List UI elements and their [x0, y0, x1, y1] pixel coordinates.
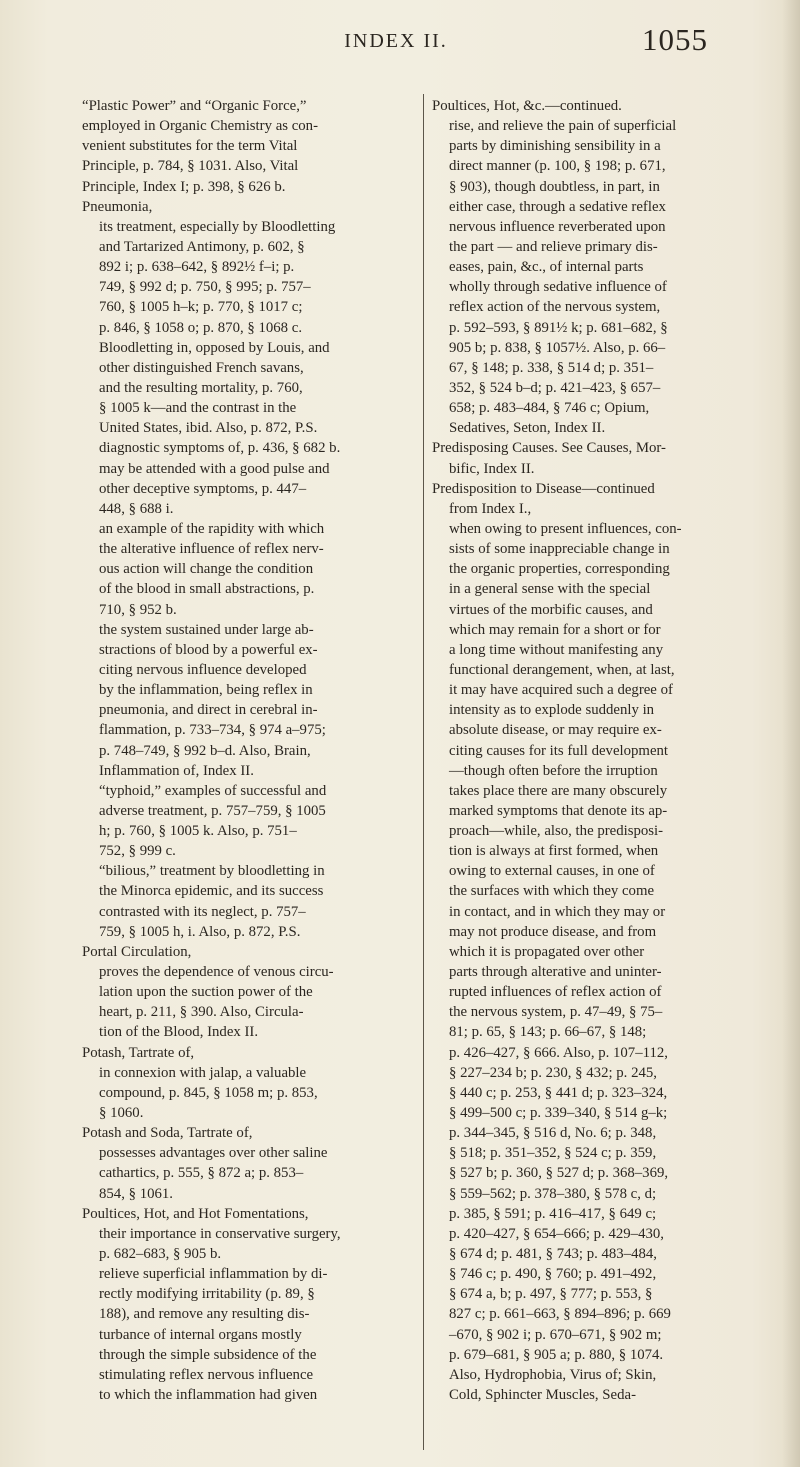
index-line: their importance in conservative surgery, [99, 1225, 341, 1242]
index-line: p. 426–427, § 666. Also, p. 107–112, [449, 1044, 668, 1061]
index-line: venient substitutes for the term Vital [82, 138, 298, 155]
index-line: § 903), though doubtless, in part, in [449, 178, 660, 195]
index-line: Potash, Tartrate of, [82, 1044, 195, 1061]
index-line: the part — and relieve primary dis- [449, 238, 658, 255]
index-line: –670, § 902 i; p. 670–671, § 902 m; [449, 1326, 662, 1343]
index-line: and the resulting mortality, p. 760, [99, 379, 303, 396]
index-line: 760, § 1005 h–k; p. 770, § 1017 c; [99, 299, 303, 316]
index-line: 854, § 1061. [99, 1185, 173, 1202]
index-line: marked symptoms that denote its ap- [449, 802, 668, 819]
index-line: it may have acquired such a degree of [449, 682, 673, 699]
index-line: either case, through a sedative reflex [449, 198, 666, 215]
index-line: in contact, and in which they may or [449, 903, 666, 920]
index-line: p. 679–681, § 905 a; p. 880, § 1074. [449, 1346, 664, 1363]
index-line: 752, § 999 c. [99, 843, 176, 860]
index-line: the system sustained under large ab- [99, 621, 314, 638]
index-line: takes place there are many obscurely [449, 782, 668, 799]
index-line: stractions of blood by a powerful ex- [99, 641, 318, 658]
index-line: § 559–562; p. 378–380, § 578 c, d; [449, 1185, 657, 1202]
index-line: rupted influences of reflex action of [449, 984, 662, 1001]
index-line: reflex action of the nervous system, [449, 299, 661, 316]
index-line: by the inflammation, being reflex in [99, 682, 313, 699]
index-line: when owing to present influences, con- [449, 520, 682, 537]
index-line: citing nervous influence developed [99, 661, 307, 678]
index-line: 658; p. 483–484, § 746 c; Opium, [449, 400, 650, 417]
running-title: INDEX II. [344, 30, 448, 52]
index-line: employed in Organic Chemistry as con- [82, 118, 319, 135]
index-line: § 518; p. 351–352, § 524 c; p. 359, [449, 1145, 657, 1162]
index-line: may not produce disease, and from [449, 923, 657, 940]
index-line: functional derangement, when, at last, [449, 661, 675, 678]
index-line: to which the inflammation had given [99, 1387, 318, 1403]
index-line: wholly through sedative influence of [449, 279, 667, 296]
index-line: Poultices, Hot, and Hot Fomentations, [82, 1205, 309, 1222]
index-line: 448, § 688 i. [99, 500, 174, 517]
index-line: 710, § 952 b. [99, 601, 177, 618]
index-line: h; p. 760, § 1005 k. Also, p. 751– [99, 823, 297, 840]
index-line: possesses advantages over other saline [99, 1145, 328, 1162]
index-line: p. 344–345, § 516 d, No. 6; p. 348, [449, 1125, 657, 1142]
index-line: in connexion with jalap, a valuable [99, 1064, 307, 1081]
index-line: 827 c; p. 661–663, § 894–896; p. 669 [449, 1306, 671, 1323]
index-line: 892 i; p. 638–642, § 892½ f–i; p. [99, 259, 295, 276]
index-line: p. 420–427, § 654–666; p. 429–430, [449, 1225, 664, 1242]
index-line: “bilious,” treatment by bloodletting in [99, 863, 325, 880]
index-line: proach—while, also, the predisposi- [449, 823, 664, 840]
index-line: Predisposition to Disease—continued [432, 480, 655, 497]
index-line: in a general sense with the special [449, 581, 651, 598]
index-line: stimulating reflex nervous influence [99, 1366, 314, 1383]
index-line: Predisposing Causes. See Causes, Mor- [432, 440, 666, 457]
index-line: p. 682–683, § 905 b. [99, 1246, 222, 1263]
index-line: tion is always at first formed, when [449, 843, 659, 860]
index-line: eases, pain, &c., of internal parts [449, 259, 644, 276]
column-divider [423, 94, 424, 1450]
index-line: the organic properties, corresponding [449, 561, 670, 578]
index-line: other deceptive symptoms, p. 447– [99, 480, 307, 497]
index-line: “typhoid,” examples of successful and [99, 782, 327, 799]
index-line: Also, Hydrophobia, Virus of; Skin, [449, 1366, 657, 1383]
index-line: may be attended with a good pulse and [99, 460, 330, 477]
right-column [432, 96, 766, 1405]
index-line: § 499–500 c; p. 339–340, § 514 g–k; [449, 1105, 668, 1122]
index-line: § 527 b; p. 360, § 527 d; p. 368–369, [449, 1165, 669, 1182]
index-line: ous action will change the condition [99, 561, 314, 578]
index-line: a long time without manifesting any [449, 641, 664, 658]
index-line: Sedatives, Seton, Index II. [449, 420, 606, 437]
index-line: Pneumonia, [82, 198, 153, 215]
index-line: Portal Circulation, [82, 943, 192, 960]
index-line: through the simple subsidence of the [99, 1346, 317, 1363]
index-line: the surfaces with which they come [449, 883, 655, 900]
index-line: bific, Index II. [449, 460, 535, 477]
index-line: 749, § 992 d; p. 750, § 995; p. 757– [99, 279, 311, 296]
index-line: § 1005 k—and the contrast in the [99, 400, 297, 417]
index-line: owing to external causes, in one of [449, 863, 655, 880]
index-line: “Plastic Power” and “Organic Force,” [82, 98, 307, 114]
index-line: which may remain for a short or for [449, 621, 661, 638]
index-line: Poultices, Hot, &c.—continued. [432, 98, 622, 114]
index-line: an example of the rapidity with which [99, 520, 325, 537]
index-line: of the blood in small abstractions, p. [99, 581, 315, 598]
index-line: § 440 c; p. 253, § 441 d; p. 323–324, [449, 1084, 668, 1101]
index-line: Principle, p. 784, § 1031. Also, Vital [82, 158, 299, 175]
index-line: which it is propagated over other [449, 943, 645, 960]
index-line: the alterative influence of reflex nerv- [99, 541, 324, 558]
index-line: § 746 c; p. 490, § 760; p. 491–492, [449, 1266, 657, 1283]
index-line: contrasted with its neglect, p. 757– [99, 903, 306, 920]
index-line: the Minorca epidemic, and its success [99, 883, 324, 900]
index-line: tion of the Blood, Index II. [99, 1024, 259, 1041]
index-line: 352, § 524 b–d; p. 421–423, § 657– [449, 379, 661, 396]
index-line: sists of some inappreciable change in [449, 541, 670, 558]
index-line: Cold, Sphincter Muscles, Seda- [449, 1387, 636, 1403]
index-line: Potash and Soda, Tartrate of, [82, 1125, 253, 1142]
index-line: 188), and remove any resulting dis- [99, 1306, 310, 1323]
index-line: United States, ibid. Also, p. 872, P.S. [99, 420, 318, 437]
index-line: heart, p. 211, § 390. Also, Circula- [99, 1004, 304, 1021]
page-number: 1055 [642, 22, 708, 57]
index-line: parts through alterative and uninter- [449, 964, 662, 981]
index-line: diagnostic symptoms of, p. 436, § 682 b. [99, 440, 341, 457]
index-line: § 227–234 b; p. 230, § 432; p. 245, [449, 1064, 657, 1081]
index-line: p. 592–593, § 891½ k; p. 681–682, § [449, 319, 668, 336]
index-line: compound, p. 845, § 1058 m; p. 853, [99, 1084, 318, 1101]
index-line: rectly modifying irritability (p. 89, § [99, 1286, 315, 1303]
index-line: Bloodletting in, opposed by Louis, and [99, 339, 330, 356]
index-line: parts by diminishing sensibility in a [449, 138, 661, 155]
index-line: p. 846, § 1058 o; p. 870, § 1068 c. [99, 319, 303, 336]
index-line: 67, § 148; p. 338, § 514 d; p. 351– [449, 359, 654, 376]
index-line: and Tartarized Antimony, p. 602, § [99, 238, 305, 255]
index-line: virtues of the morbific causes, and [449, 601, 653, 618]
index-line: § 674 d; p. 481, § 743; p. 483–484, [449, 1246, 657, 1263]
index-line: the nervous system, p. 47–49, § 75– [449, 1004, 663, 1021]
index-line: flammation, p. 733–734, § 974 a–975; [99, 722, 326, 739]
index-line: its treatment, especially by Bloodletting [99, 218, 336, 235]
index-line: cathartics, p. 555, § 872 a; p. 853– [99, 1165, 304, 1182]
index-line: rise, and relieve the pain of superficial [449, 118, 677, 135]
index-line: nervous influence reverberated upon [449, 218, 666, 235]
index-line: citing causes for its full development [449, 742, 669, 759]
index-line: § 674 a, b; p. 497, § 777; p. 553, § [449, 1286, 653, 1303]
index-line: § 1060. [99, 1105, 144, 1122]
index-line: Principle, Index I; p. 398, § 626 b. [82, 178, 286, 195]
page-edge-shadow [782, 0, 800, 1467]
index-line: 759, § 1005 h, i. Also, p. 872, P.S. [99, 923, 301, 940]
index-line: 905 b; p. 838, § 1057½. Also, p. 66– [449, 339, 666, 356]
index-line: Inflammation of, Index II. [99, 762, 254, 779]
index-line: absolute disease, or may require ex- [449, 722, 662, 739]
index-line: turbance of internal organs mostly [99, 1326, 302, 1343]
running-header [84, 22, 708, 66]
index-line: from Index I., [449, 500, 532, 517]
index-line: 81; p. 65, § 143; p. 66–67, § 148; [449, 1024, 647, 1041]
index-line: adverse treatment, p. 757–759, § 1005 [99, 802, 326, 819]
index-line: intensity as to explode suddenly in [449, 702, 655, 719]
index-line: pneumonia, and direct in cerebral in- [99, 702, 318, 719]
index-line: relieve superficial inflammation by di- [99, 1266, 328, 1283]
index-line: other distinguished French savans, [99, 359, 304, 376]
index-line: proves the dependence of venous circu- [99, 964, 334, 981]
index-line: p. 748–749, § 992 b–d. Also, Brain, [99, 742, 311, 759]
index-line: direct manner (p. 100, § 198; p. 671, [449, 158, 666, 175]
index-line: p. 385, § 591; p. 416–417, § 649 c; [449, 1205, 657, 1222]
index-line: lation upon the suction power of the [99, 984, 313, 1001]
index-line: —though often before the irruption [449, 762, 658, 779]
left-column [82, 96, 414, 1405]
